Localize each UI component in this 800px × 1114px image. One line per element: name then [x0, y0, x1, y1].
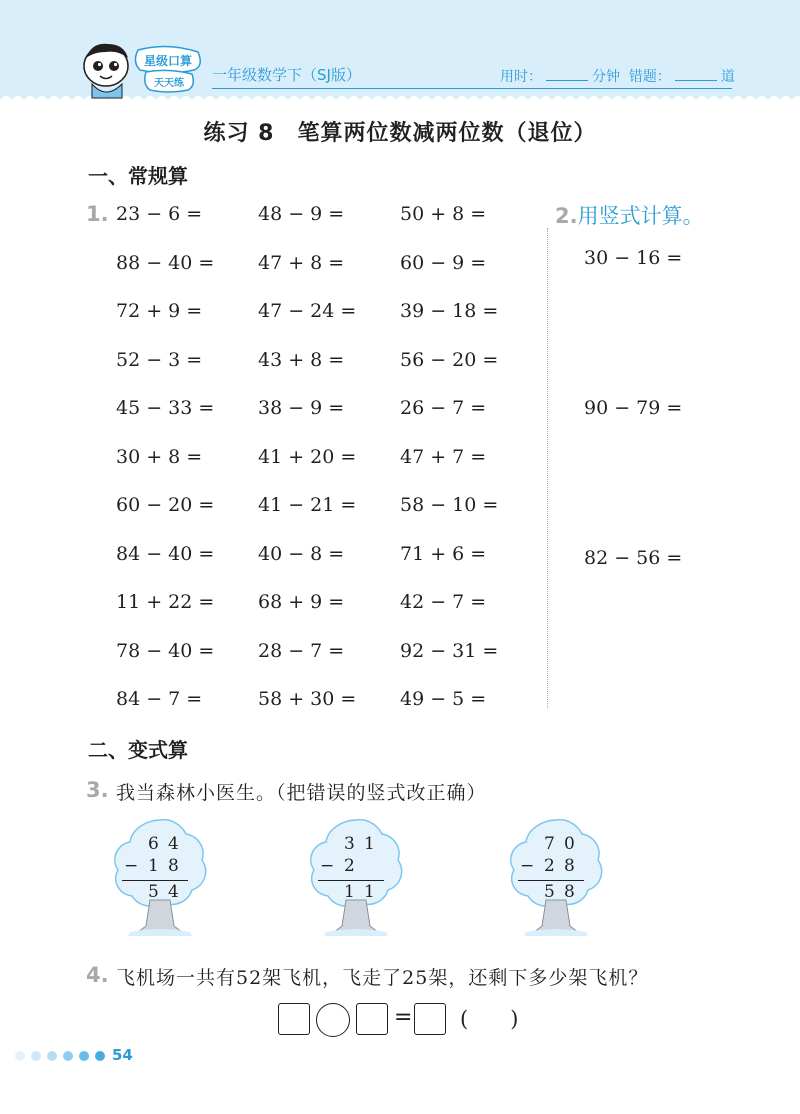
top-tens: 3	[344, 834, 355, 854]
q1-equation: 60 − 9 =	[400, 251, 487, 274]
q1-equation: 58 + 30 =	[258, 688, 357, 710]
column-divider	[547, 228, 548, 708]
q1-equation: 72 + 9 =	[116, 300, 203, 322]
section-heading-2: 二、变式算	[88, 738, 188, 762]
answer-box-3[interactable]	[414, 1003, 446, 1035]
brand-logo	[132, 44, 204, 94]
q1-equation: 56 − 20 =	[400, 348, 499, 371]
tree-calc-2[interactable]	[306, 816, 406, 938]
q1-equation: 45 − 33 =	[116, 397, 215, 419]
q1-equation: 88 − 40 =	[116, 251, 215, 274]
page-title: 练习 8 笔算两位数减两位数（退位）	[203, 121, 597, 146]
q1-equation: 48 − 9 =	[258, 203, 345, 225]
minus-sign: −	[124, 856, 139, 876]
q2-item-3: 82 − 56 =	[584, 547, 683, 569]
question-3-text: 我当森林小医生。（把错误的竖式改正确）	[116, 782, 487, 804]
time-blank[interactable]	[546, 69, 588, 81]
result-tens: 5	[148, 882, 159, 902]
errors-blank[interactable]	[675, 69, 717, 81]
section-heading-1: 一、常规算	[88, 164, 188, 188]
header-rule	[212, 88, 732, 89]
errors-label: 错题：	[628, 69, 671, 85]
question-2-number: 2.	[555, 204, 578, 228]
question-4-text: 飞机场一共有52架飞机，飞走了25架，还剩下多少架飞机？	[116, 967, 649, 989]
timer-errors	[500, 66, 735, 86]
q1-equation: 47 + 8 =	[258, 251, 345, 274]
unit-parentheses[interactable]: ( )	[460, 1007, 519, 1031]
calc-rule	[518, 880, 584, 881]
q1-equation: 92 − 31 =	[400, 639, 499, 662]
question-2-text: 用竖式计算。	[577, 204, 704, 228]
vertical-calc-3	[506, 816, 606, 938]
q1-equation: 84 − 7 =	[116, 688, 203, 710]
top-tens: 6	[148, 834, 159, 854]
q1-equation: 52 − 3 =	[116, 348, 203, 371]
logo-line1: 星级口算	[143, 54, 193, 68]
result-ones: 4	[168, 882, 179, 902]
q1-equation: 50 + 8 =	[400, 203, 487, 225]
vertical-calc-2	[306, 816, 406, 938]
q2-item-2: 90 − 79 =	[584, 397, 683, 419]
bottom-ones: 8	[564, 856, 575, 876]
bottom-tens: 2	[344, 856, 355, 876]
result-tens: 1	[344, 882, 355, 902]
minus-sign: −	[320, 856, 335, 876]
top-tens: 7	[544, 834, 555, 854]
question-2-label	[555, 200, 704, 230]
tree-calc-1[interactable]	[110, 816, 210, 938]
top-ones: 1	[364, 834, 375, 854]
question-3-number: 3.	[86, 778, 109, 802]
q1-equation: 38 − 9 =	[258, 397, 345, 419]
top-ones: 4	[168, 834, 179, 854]
operator-circle[interactable]	[316, 1003, 350, 1037]
mascot-icon	[78, 40, 134, 100]
q1-equation: 40 − 8 =	[258, 542, 345, 565]
minute-label: 分钟	[592, 69, 620, 85]
q1-equation: 26 − 7 =	[400, 397, 487, 419]
time-label: 用时：	[500, 69, 542, 85]
result-tens: 5	[544, 882, 555, 902]
bottom-ones: 8	[168, 856, 179, 876]
page-number: 54	[112, 1046, 133, 1064]
footer-dots-icon	[14, 1050, 110, 1062]
q1-equation: 23 − 6 =	[116, 203, 203, 225]
errors-unit: 道	[720, 69, 735, 85]
bottom-tens: 1	[148, 856, 159, 876]
answer-box-2[interactable]	[356, 1003, 388, 1035]
q1-equation: 39 − 18 =	[400, 300, 499, 322]
q1-equation: 47 − 24 =	[258, 300, 357, 322]
vertical-calc-1	[110, 816, 210, 938]
calc-rule	[318, 880, 384, 881]
equals-sign: =	[394, 1005, 413, 1030]
q1-equation: 68 + 9 =	[258, 591, 345, 613]
bottom-tens: 2	[544, 856, 555, 876]
q1-equation: 84 − 40 =	[116, 542, 215, 565]
calc-rule	[122, 880, 188, 881]
q1-equation: 49 − 5 =	[400, 688, 487, 710]
result-ones: 1	[364, 882, 375, 902]
top-ones: 0	[564, 834, 575, 854]
tree-calc-3[interactable]	[506, 816, 606, 938]
q1-equation: 28 − 7 =	[258, 639, 345, 662]
grade-label: 一年级数学下（SJ版）	[212, 66, 361, 84]
q1-equation: 42 − 7 =	[400, 591, 487, 613]
question-1-number: 1.	[86, 202, 109, 226]
q1-equation: 30 + 8 =	[116, 445, 203, 468]
q2-item-1: 30 − 16 =	[584, 247, 683, 269]
q1-equation: 60 − 20 =	[116, 494, 215, 516]
minus-sign: −	[520, 856, 535, 876]
q1-equation: 11 + 22 =	[116, 591, 215, 613]
logo-line2: 天天练	[154, 78, 184, 89]
q1-equation: 41 + 20 =	[258, 445, 357, 468]
q1-equation: 47 + 7 =	[400, 445, 487, 468]
answer-box-1[interactable]	[278, 1003, 310, 1035]
q1-equation: 58 − 10 =	[400, 494, 499, 516]
q1-equation: 41 − 21 =	[258, 494, 357, 516]
q1-equation: 71 + 6 =	[400, 542, 487, 565]
q1-equation: 78 − 40 =	[116, 639, 215, 662]
result-ones: 8	[564, 882, 575, 902]
q1-equation: 43 + 8 =	[258, 348, 345, 371]
question-4-number: 4.	[86, 963, 109, 987]
